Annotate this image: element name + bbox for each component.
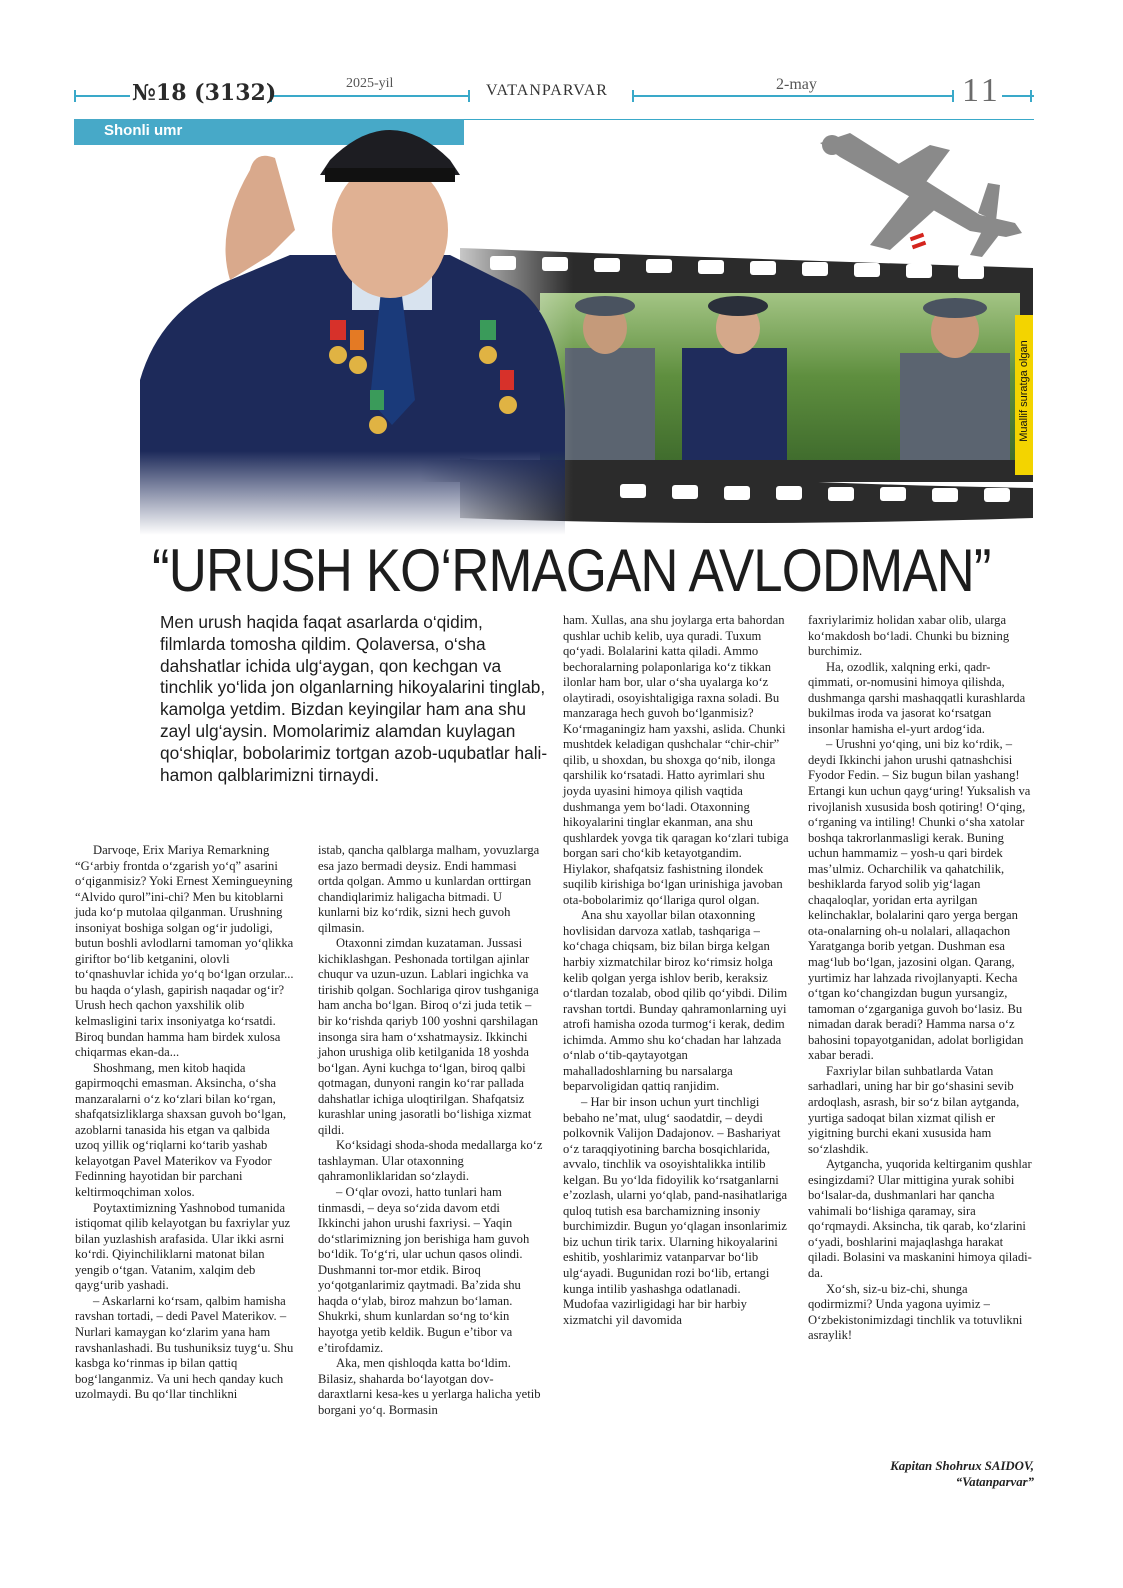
paragraph: Faxriylar bilan suhbatlarda Vatan sarhadlari, uning har bir go‘shasini sevib ardoqlash, asrash, bir so‘z bilan aytganda, yurtiga sadoqat bilan xizmat qilish er yigitning burchi ekani xususida ham so‘zlashdik. [808, 1063, 1020, 1156]
text-column-4 [808, 613, 1034, 1344]
issue-number: №18 (3132) [132, 80, 277, 106]
section-label: Shonli umr [104, 122, 183, 139]
paragraph: – O‘qlar ovozi, hatto tunlari ham tinmasdi, – deya so‘zida davom etdi Ikkinchi jahon urushi faxriysi. – Yaqin do‘stlarimizning jon berishiga ham guvoh bo‘ldik. To‘g‘ri, ular uchun qasos olindi. Dushmanni tor-mor etdik. Biroq yo‘qotganlarimiz qaytmadi. Ba’zida shu haqda o‘ylab, biroz mahzun bo‘laman. Shukrki, shum kunlardan so‘ng to‘kin hayotga yetib keldik. Bugun e’tibor va e’tirofdamiz. [318, 1185, 530, 1355]
paragraph: ham. Xullas, ana shu joylarga erta bahordan qushlar uchib kelib, uya quradi. Tuxum qo‘yadi. Bolalarini katta qiladi. Ammo bechoralarning polaponlariga ko‘z tikkan ilonlar ham bor, ular o‘sha uyalarga ko‘z olaytiradi, osoyishtaligiga raxna soladi. Bu manzaraga hech guvoh bo‘lganmisiz? Ko‘rmaganingiz ham yaxshi, aslida. Chunki mushtdek keladigan qushchalar “chir-chir” qilib, u shoxdan, bu shoxga qo‘nib, ilonga qarshilik ko‘rsatadi. Hatto ayrimlari shu joyda uyasini himoya qilish vaqtida dushmanga yem bo‘ladi. Otaxonning hikoyalarini tinglar ekanman, ana shu qushlardek yovga tik qaragan ko‘zlari tubiga borgan sari cho‘kib ketayotgandim. Hiylakor, shafqatsiz fashistning ilondek suqilib kirishiga bo‘lgan urinishiga javoban ota-bobolarimiz qo‘llariga qurol olgan. [563, 613, 789, 907]
masthead-tick [632, 90, 634, 102]
article-headline: “URUSH KO‘RMAGAN AVLODMAN” [152, 537, 991, 604]
masthead-tick [74, 90, 76, 102]
byline-outlet: “Vatanparvar” [955, 1475, 1034, 1489]
newspaper-name: VATANPARVAR [486, 82, 608, 99]
byline-author: Kapitan Shohrux SAIDOV, [890, 1459, 1034, 1473]
issue-year: 2025-yil [346, 76, 394, 91]
paragraph: Shoshmang, men kitob haqida gapirmoqchi emasman. Aksincha, o‘sha manzaralarni o‘z ko‘zlari bilan ko‘rgan, shafqatsizliklarga shaxsan guvoh bo‘lgan, azoblarni tanasida his etgan va qalbida uzoq yillik og‘riqlarni ko‘tarib yashab kelayotgan Pavel Materikov va Fyodor Fedinning hayotidan bir parchani keltirmoqchiman xolos. [75, 1060, 287, 1200]
paragraph: – Askarlarni ko‘rsam, qalbim hamisha ravshan tortadi, – dedi Pavel Materikov. – Nurlari kamaygan ko‘zlarim yana ham ravshanlashadi. Bu tushuniksiz tuyg‘u. Shu kasbga ko‘rinmas ip bilan qattiq bog‘langanmiz. Va uni hech qanday kuch uzolmaydi. Bu qo‘llar tinchlikni [75, 1293, 294, 1402]
photo-credit-badge [1015, 315, 1033, 475]
masthead-tick [1030, 90, 1032, 102]
paragraph: Ko‘ksidagi shoda-shoda medallarga ko‘z tashlayman. Ular otaxonning qahramonliklaridan so‘zlaydi. [318, 1138, 543, 1184]
byline [808, 1458, 1034, 1490]
paragraph: Otaxonni zimdan kuzataman. Jussasi kichiklashgan. Peshonada tortilgan ajinlar chuqur va uzun-uzun. Lablari ingichka va tirishib qolgan. Sochlariga qirov tushganiga ham ancha bo‘lgan. Biroq o‘zi juda tetik – bir ko‘rishda qariyb 100 yoshni qarshilagan insonga sira ham o‘xshatmaysiz. Ikkinchi jahon urushiga olib ketilganida 18 yoshda bo‘lgan. Ayni kuchga to‘lgan, biroq qalbi qotmagan, dunyoni rangin ko‘rar pallada dahshatlar ichiga uloqtirilgan. Shafqatsiz kurashlar uning jasoratli bo‘lishiga xizmat qildi. [318, 936, 539, 1137]
issue-date: 2-may [776, 76, 817, 93]
paragraph: istab, qancha qalblarga malham, yovuzlarga esa jazo bermadi deysiz. Endi hammasi ortda qolgan. Ammo u kunlardan orttirgan chandiqlarimiz haligacha bitmadi. U kunlarni biz ko‘rdik, sizni hech guvoh qilmasin. [318, 843, 540, 935]
text-column-1 [75, 843, 297, 1403]
article-lead: Men urush haqida faqat asarlarda o‘qidim, filmlarda tomosha qildim. Qolaversa, o‘sha dahshatlar ichida ulg‘aygan, qon kechgan va tinchlik yo‘lida jon olganlarning hikoyalarini tinglab, kamolga yetdim. Bizdan keyingilar ham ana shu zayl ulg‘aysin. Momolarimiz alamdan kuylagan qo‘shiqlar, bobolarimiz tortgan azob-uqubatlar hali-hamon qalblarimizni tirnaydi. [160, 612, 548, 785]
photo-credit-text: Muallif suratga olgan [1018, 340, 1030, 442]
paragraph: Darvoqe, Erix Mariya Remarkning “G‘arbiy frontda o‘zgarish yo‘q” asarini o‘qiganmisiz? Yoki Ernest Xemingueyning “Alvido qurol”ini-chi? Men bu kitoblarni juda ko‘p mutolaa qilganman. Urushning insoniyat boshiga solgan og‘ir judoligi, butun boshli avlodlarni tamoman yo‘qlikka giriftor bo‘lib ketganini, olovli to‘qnashuvlar ichida yo‘q bo‘lgan orzular... bu haqda o‘ylash, gapirish naqadar og‘ir? Urush hech qachon yaxshilik olib kelmasligini tarix insoniyatga ko‘rsatdi. Biroq bundan hamma ham birdek xulosa chiqarmas ekan-da... [75, 843, 294, 1060]
masthead-tick [952, 90, 954, 102]
paragraph: Ana shu xayollar bilan otaxonning hovlisidan darvoza xatlab, tashqariga – ko‘chaga chiqsam, biz bilan birga kelgan harbiy xizmatchilar biroz ko‘rimsiz holga kelib qolgan yerga ishlov berib, keraksiz o‘tlardan tozalab, obod qilib qo‘yibdi. Dilim ravshan tortdi. Bunday qahramonlarning uyi atrofi hamisha ozoda turmog‘i kerak, dedim ichimda. Ammo shu ko‘chadan har lahzada o‘nlab o‘tib-qaytayotgan mahalladoshlarning bu narsalarga beparvoligidan qattiq ranjidim. [563, 908, 788, 1094]
paragraph: – Urushni yo‘qing, uni biz ko‘rdik, – deydi Ikkinchi jahon urushi qatnashchisi Fyodor Fedin. – Siz bugun bilan yashang! Ertangi kun uchun qayg‘uring! Yuksalish va rivojlanish xususida bosh qotiring! O‘qing, o‘rganing va intiling! Chunki o‘sha xatolar boshqa takrorlanmasligi kerak. Buning uchun hammamiz – yosh-u qari birdek mas’ulmiz. Ocharchilik va qahatchilik, beshiklarda faryod solib yig‘lagan chaqaloqlar, yoridan erta ayrilgan kelinchaklar, bolalarini qaro yerga bergan ota-onalarning oh-u nolalari, allaqachon Yaratganga borib yetgan. Dushman esa mag‘lub bo‘lgan, jazosini olgan. Qarang, yurtimiz har lahzada rivojlanyapti. Kecha o‘tgan ko‘changizdan bugun yursangiz, tamoman o‘zgarganiga guvoh bo‘lasiz. Bu nimadan darak beradi? Hamma narsa o‘z bahosini topayotganidan, adolat borligidan xabar beradi. [808, 737, 1031, 1063]
paragraph: Aytgancha, yuqorida keltirganim qushlar esingizdami? Ular mittigina yurak sohibi bo‘lsalar-da, dushmanlari har qancha vahimali bo‘lishiga qaramay, sira qo‘rqmaydi. Aksincha, tik qarab, ko‘zlarini o‘yadi, boshlarini majaqlashga harakat qiladi. Bolasini va maskanini himoya qiladi-da. [808, 1157, 1032, 1280]
paragraph: Ha, ozodlik, xalqning erki, qadr-qimmati, or-nomusini himoya qilishda, dushmanga qarshi mashaqqatli kurashlarda bukilmas iroda va jasorat ko‘rsatgan insonlar hamisha el-yurt ardog‘ida. [808, 659, 1026, 736]
paragraph: Poytaxtimizning Yashnobod tumanida istiqomat qilib kelayotgan bu faxriylar yuz bilan yuzlashish arafasida. Ular ikki asrni ko‘rdi. Qiyinchiliklarni matonat bilan yengib o‘tgan. Vatanim, xalqim deb qayg‘urib yashadi. [75, 1200, 291, 1293]
paragraph: Xo‘sh, siz-u biz-chi, shunga qodirmizmi? Unda yagona uyimiz – O‘zbekistonimizdagi tinchlik va totuvlikni asraylik! [808, 1281, 1023, 1343]
veteran-photo [120, 80, 580, 535]
paragraph: – Har bir inson uchun yurt tinchligi bebaho ne’mat, ulug‘ saodatdir, – deydi polkovnik Valijon Dadajonov. – Bashariyat o‘z taraqqiyotining barcha bosqichlarida, avvalo, tinchlik va osoyishtalikka intilib kelgan. Bu yo‘lda fidoyilik ko‘rsatganlarni e’zozlash, ularni yo‘qlab, pand-nasihatlariga quloq tutish esa barchamizning insoniy burchimizdir. Bugun yo‘qlagan insonlarimiz biz uchun tirik tarix. Ularning hikoyalarini eshitib, yoshlarimiz vatanparvar bo‘lib ulg‘ayadi. Bugunidan rozi bo‘lib, ertangi kunga intilib yashashga odatlanadi. Mudofaa vazirligidagi har bir harbiy xizmatchi yil davomida [563, 1094, 788, 1327]
page-number: 11 [962, 72, 1001, 109]
masthead-rule-mid-2 [632, 95, 952, 97]
paragraph: Aka, men qishloqda katta bo‘ldim. Bilasiz, shaharda bo‘layotgan dov-daraxtlarni kesa-kes u yerlarga halicha yetib borgani yo‘q. Bormasin [318, 1356, 541, 1417]
text-column-2 [318, 843, 543, 1418]
paragraph: faxriylarimiz holidan xabar olib, ularga ko‘makdosh bo‘ladi. Chunki bu bizning burchimiz. [808, 613, 1010, 659]
text-column-3 [563, 613, 789, 1328]
